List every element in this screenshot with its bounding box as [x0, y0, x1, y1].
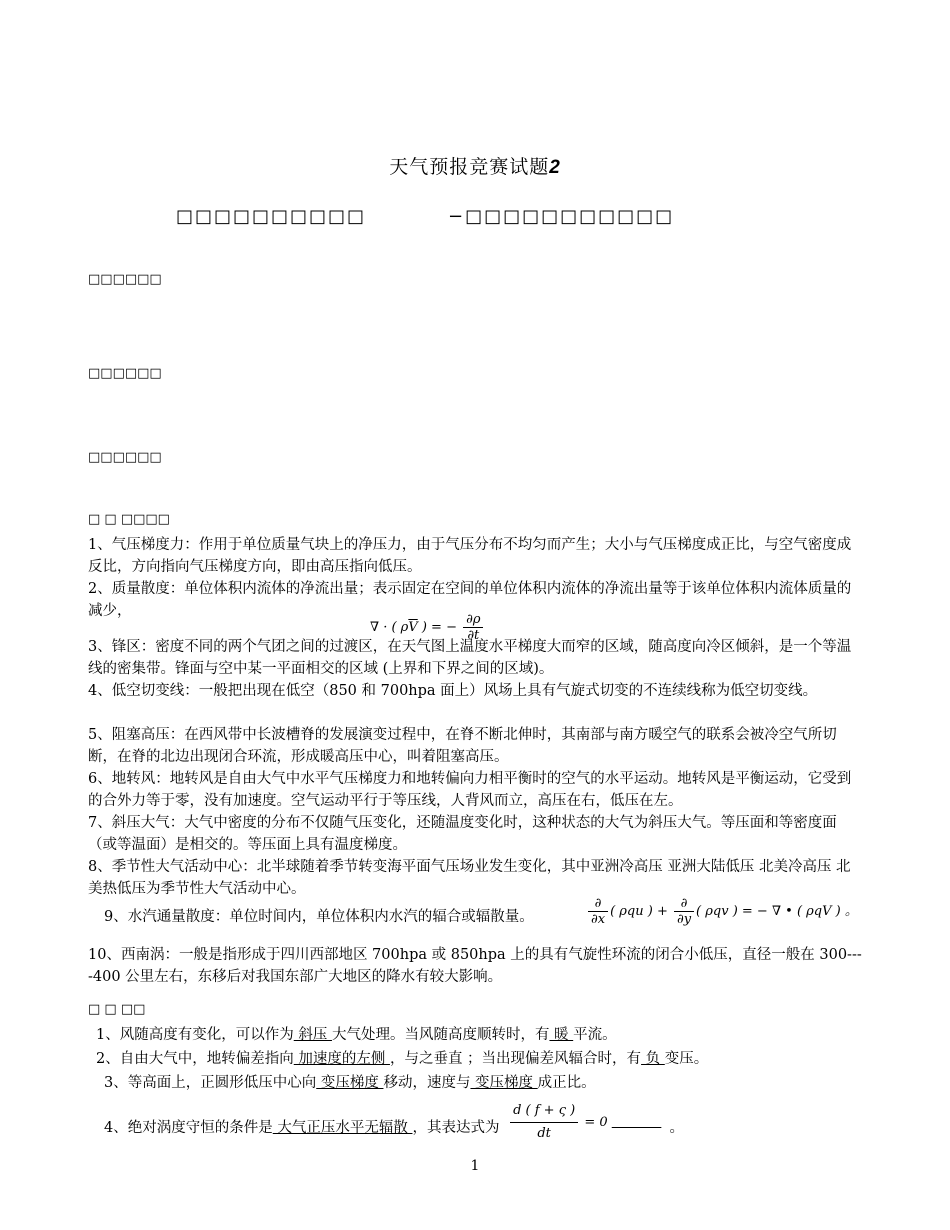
question-1: 1、风随高度有变化，可以作为 斜压 大气处理。当风随高度顺转时，有 暖 平流。: [96, 1027, 617, 1043]
page-number: 1: [470, 1158, 480, 1174]
definition-3: 3、锋区：密度不同的两个气团之间的过渡区，在天气图上温度水平梯度大而窄的区域，随高度向冷区倾斜，是一个等温线的密集带。锋面与空中某一平面相交的区域 (上界和下界之间的区域)。: [88, 639, 852, 677]
equation-abs-vorticity: $\frac{d ( f + \varsigma )}{dt}$ = 0: [508, 1115, 665, 1130]
answer-1b: 暖: [549, 1027, 574, 1043]
answer-3b: 变压梯度: [470, 1075, 538, 1091]
title-number: 2: [549, 157, 561, 178]
definition-9: 9、水汽通量散度：单位时间内，单位体积内水汽的辐合或辐散量。: [104, 909, 534, 925]
answer-2b: 负: [641, 1051, 665, 1067]
doc-title: [0, 152, 950, 179]
definition-7: 7、斜压大气：大气中密度的分布不仅随气压变化，还随温度变化时，这种状态的大气为斜压大气。等压面和等密度面（或等温面）是相交的。等压面上具有温度梯度。: [88, 815, 837, 853]
header-right-placeholder: −□□□□□□□□□□□: [448, 206, 675, 227]
title-text: 天气预报竞赛试题: [389, 156, 550, 178]
section2-heading: □ □ □□: [88, 1002, 146, 1017]
field-label-3: □□□□□□: [88, 450, 162, 465]
definition-2: 2、质量散度：单位体积内流体的净流出量；表示固定在空间的单位体积内流体的净流出量等于该单位体积内流体质量的减少，: [88, 581, 852, 619]
section1-heading: □ □ □□□□: [88, 512, 170, 527]
definition-4: 4、低空切变线：一般把出现在低空（850 和 700hpa 面上）风场上具有气旋式切变的不连续线称为低空切变线。: [88, 683, 818, 699]
question-2: 2、自由大气中，地转偏差指向 加速度的左侧 ，与之垂直 ；当出现偏差风辐合时，有 负 变压。: [96, 1051, 709, 1067]
answer-1a: 斜压: [293, 1027, 332, 1043]
definition-8: 8、季节性大气活动中心：北半球随着季节转变海平面气压场业发生变化，其中亚洲冷高压 亚洲大陆低压 北美冷高压 北美热低压为季节性大气活动中心。: [88, 859, 851, 897]
definition-1: 1、气压梯度力：作用于单位质量气块上的净压力，由于气压分布不均匀而产生；大小与气压梯度成正比，与空气密度成反比，方向指向气压梯度方向，即由高压指向低压。: [88, 537, 852, 575]
field-label-1: □□□□□□: [88, 272, 162, 287]
definition-6: 6、地转风：地转风是自由大气中水平气压梯度力和地转偏向力相平衡时的空气的水平运动。地转风是平衡运动，它受到的合外力等于零，没有加速度。空气运动平行于等压线，人背风而立，高压在右，低压在左。: [88, 771, 852, 809]
answer-4a: 大气正压水平无辐散: [272, 1120, 413, 1136]
definition-10: 10、西南涡：一般是指形成于四川西部地区 700hpa 或 850hpa 上的具有气旋性环流的闭合小低压，直径一般在 300----400 公里左右，东移后对我国东部广大地区的降水有较大影响。: [88, 947, 862, 985]
equation-vapor-flux: $\frac{\partial}{\partial x}$ ( ρqu ) + $\frac{\partial}{\partial y}$ ( ρqv ) = − ∇ • ( ρqV ) 。: [586, 896, 858, 927]
fraction-drho-dt: $\frac{\partial\rho}{\partial t}$: [463, 612, 483, 643]
equation-mass-divergence: ∇ · ( $\rho\overline{V}$ ) = − $\frac{\partial\rho}{\partial t}$: [370, 612, 485, 643]
header-left-placeholder: □□□□□□□□□□: [176, 206, 367, 227]
answer-3a: 变压梯度: [316, 1075, 384, 1091]
question-3: 3、等高面上，正圆形低压中心向 变压梯度 移动，速度与 变压梯度 成正比。: [104, 1075, 596, 1091]
question-4: 4、绝对涡度守恒的条件是 大气正压水平无辐散 ，其表达式为 $\frac{d ( f + \varsigma )}{dt}$ = 0 。: [104, 1106, 880, 1151]
answer-2a: 加速度的左侧: [293, 1051, 390, 1067]
definition-5: 5、阻塞高压：在西风带中长波槽脊的发展演变过程中，在脊不断北伸时，其南部与南方暖空气的联系会被冷空气所切断，在脊的北边出现闭合环流，形成暖高压中心，叫着阻塞高压。: [88, 727, 837, 765]
field-label-2: □□□□□□: [88, 366, 162, 381]
